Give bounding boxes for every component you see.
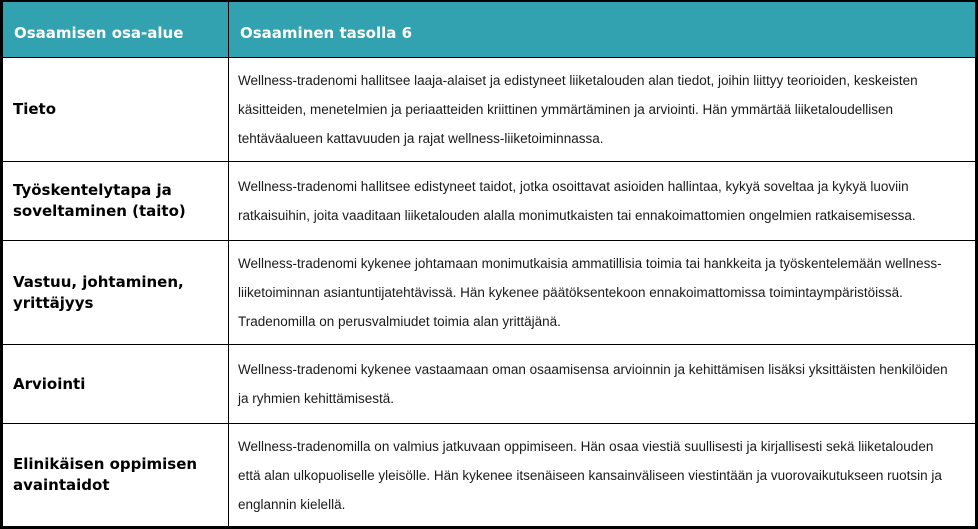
table-header-row (3, 2, 976, 58)
description-cell: Wellness-tradenomi hallitsee laaja-alaiset ja edistyneet liiketalouden alan tiedot, joihin liittyy teorioiden, keskeisten käsitteiden, menetelmien ja periaatteiden kriittinen ymmärtäminen ja arviointi. Hän ymmärtää liiketaloudellisen tehtäväalueen kattavuuden ja rajat wellness-liiketoiminnassa. (229, 58, 976, 162)
column-header-competence-level-6: Osaaminen tasolla 6 (229, 2, 976, 58)
competence-level-table (2, 1, 976, 527)
area-cell-tieto: Tieto (3, 58, 229, 162)
table-row (3, 424, 976, 527)
column-header-competence-area: Osaamisen osa-alue (3, 2, 229, 58)
description-cell: Wellness-tradenomilla on valmius jatkuvaan oppimiseen. Hän osaa viestiä suullisesti ja kirjallisesti sekä liiketalouden että alan ulkopuoliselle yleisölle. Hän kykenee itsenäiseen kansainväliseen viestintään ja vuorovaikutukseen ruotsin ja englannin kielellä. (229, 424, 976, 527)
table-row (3, 241, 976, 345)
table-row (3, 162, 976, 241)
description-cell: Wellness-tradenomi hallitsee edistyneet taidot, jotka osoittavat asioiden hallintaa, kykyä soveltaa ja kykyä luoviin ratkaisuihin, joita vaaditaan liiketalouden alalla monimutkaisten tai ennakoimattomien ongelmien ratkaisemisessa. (229, 162, 976, 241)
area-cell-tyoskentelytapa: Työskentelytapa ja soveltaminen (taito) (3, 162, 229, 241)
table-row (3, 58, 976, 162)
area-cell-arviointi: Arviointi (3, 345, 229, 424)
description-cell: Wellness-tradenomi kykenee johtamaan monimutkaisia ammatillisia toimia tai hankkeita ja työskentelemään wellness-liiketoiminnan asiantuntijatehtävissä. Hän kykenee päätöksentekoon ennakoimattomissa toimintaympäristöissä. Tradenomilla on perusvalmiudet toimia alan yrittäjänä. (229, 241, 976, 345)
description-cell: Wellness-tradenomi kykenee vastaamaan oman osaamisensa arvioinnin ja kehittämisen lisäksi yksittäisten henkilöiden ja ryhmien kehittämisestä. (229, 345, 976, 424)
area-cell-vastuu: Vastuu, johtaminen, yrittäjyys (3, 241, 229, 345)
table-row (3, 345, 976, 424)
area-cell-elinikainen-oppiminen: Elinikäisen oppimisen avaintaidot (3, 424, 229, 527)
